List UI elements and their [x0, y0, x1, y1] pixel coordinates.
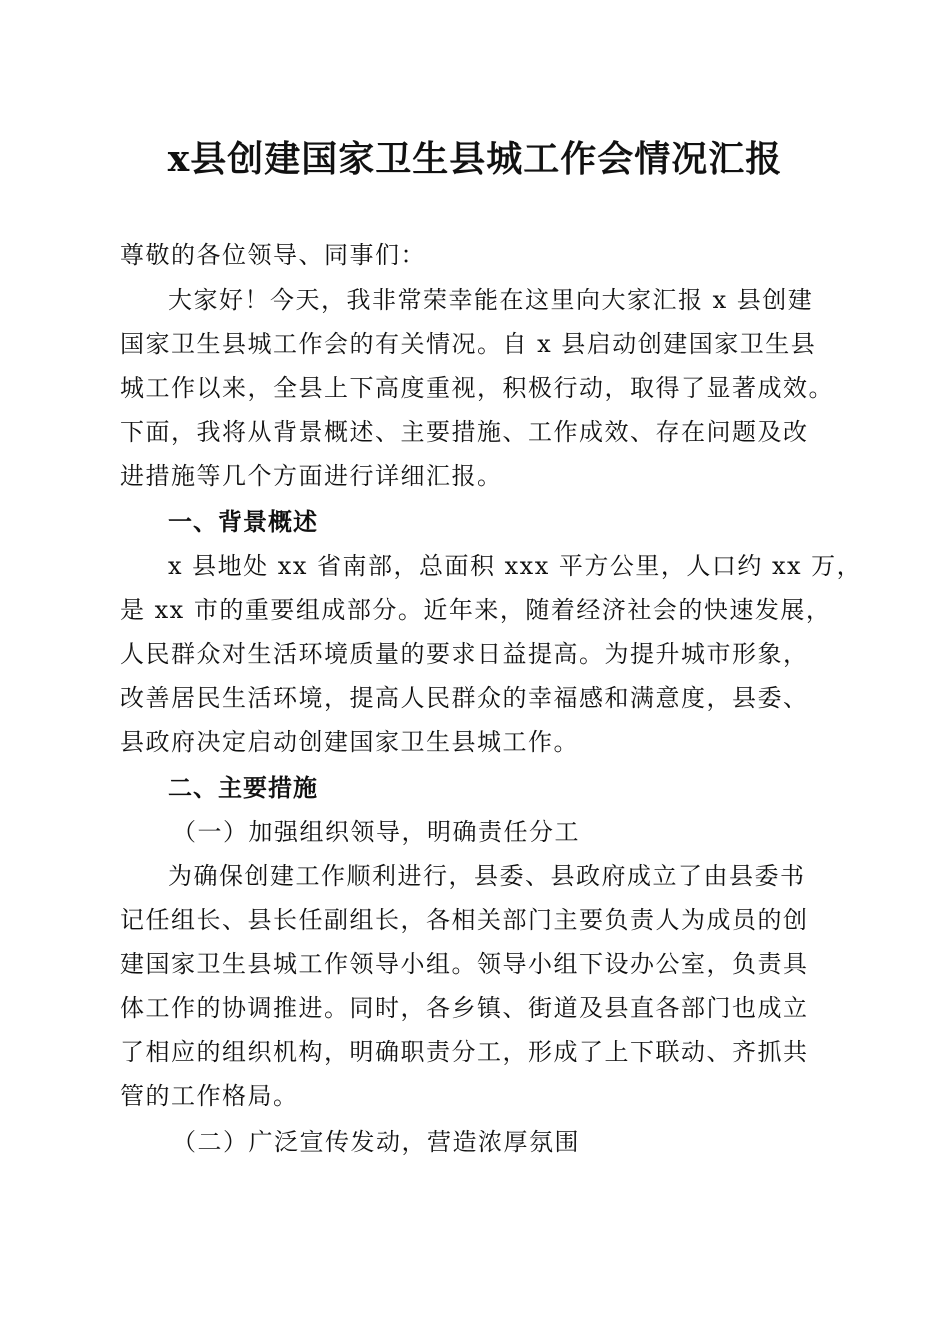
- intro-line-2: 国家卫生县城工作会的有关情况。自 x 县启动创建国家卫生县: [120, 330, 817, 358]
- intro-line-5: 进措施等几个方面进行详细汇报。: [120, 462, 503, 490]
- section2-sub1-line-4: 体工作的协调推进。同时，各乡镇、街道及县直各部门也成立: [120, 994, 809, 1022]
- section1-heading: 一、背景概述: [168, 507, 318, 536]
- intro-line-4: 下面，我将从背景概述、主要措施、工作成效、存在问题及改: [120, 418, 809, 446]
- section1-line-3: 人民群众对生活环境质量的要求日益提高。为提升城市形象，: [120, 640, 809, 668]
- section2-heading: 二、主要措施: [168, 773, 318, 802]
- salutation: 尊敬的各位领导、同事们：: [120, 241, 426, 269]
- section1-line-2: 是 xx 市的重要组成部分。近年来，随着经济社会的快速发展，: [120, 596, 832, 624]
- section2-sub1-heading: （一）加强组织领导，明确责任分工: [172, 818, 580, 846]
- section1-line-1: x 县地处 xx 省南部，总面积 xxx 平方公里，人口约 xx 万，: [168, 552, 863, 580]
- section2-sub2-heading: （二）广泛宣传发动，营造浓厚氛围: [172, 1128, 580, 1156]
- section2-sub1-line-5: 了相应的组织机构，明确职责分工，形成了上下联动、齐抓共: [120, 1038, 809, 1066]
- section1-line-5: 县政府决定启动创建国家卫生县城工作。: [120, 728, 579, 756]
- section2-sub1-line-3: 建国家卫生县城工作领导小组。领导小组下设办公室，负责具: [120, 950, 809, 978]
- intro-line-1: 大家好！今天，我非常荣幸能在这里向大家汇报 x 县创建: [168, 286, 814, 314]
- section1-line-4: 改善居民生活环境，提高人民群众的幸福感和满意度，县委、: [120, 684, 809, 712]
- section2-sub1-line-1: 为确保创建工作顺利进行，县委、县政府成立了由县委书: [168, 862, 806, 890]
- section2-sub1-line-2: 记任组长、县长任副组长，各相关部门主要负责人为成员的创: [120, 906, 809, 934]
- intro-line-3: 城工作以来，全县上下高度重视，积极行动，取得了显著成效。: [120, 374, 834, 402]
- document-title: x县创建国家卫生县城工作会情况汇报: [167, 138, 783, 180]
- section2-sub1-line-6: 管的工作格局。: [120, 1082, 299, 1110]
